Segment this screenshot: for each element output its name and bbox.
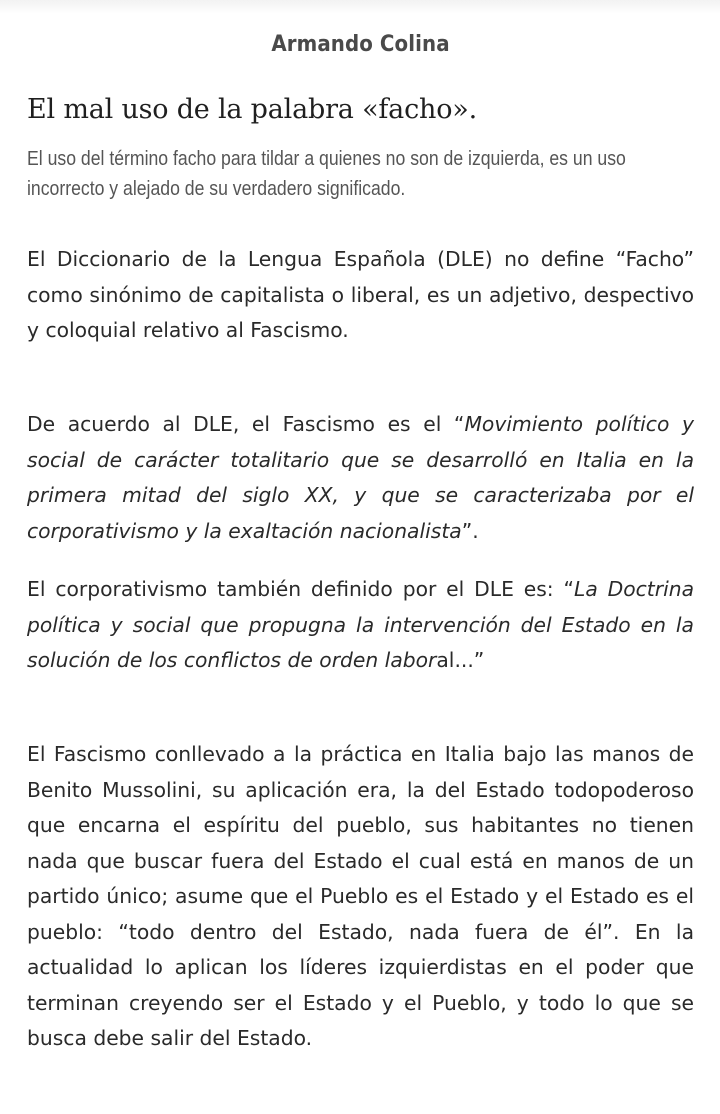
- paragraph-1: El Diccionario de la Lengua Española (DLE) no define “Facho” como sinónimo de capitalista o liberal, es un adjetivo, despectivo y coloquial relativo al Fascismo.: [27, 247, 694, 342]
- paragraph-3-quote: La Doctrina política y social que propugna la intervención del Estado en la solución de los conflictos de orden labor: [27, 577, 694, 672]
- article-subtitle: El uso del término facho para tildar a quienes no son de izquierda, es un uso incorrecto y alejado de su verdadero significado.: [27, 147, 626, 200]
- paragraph-2-lead: De acuerdo al DLE, el Fascismo es el “: [27, 412, 465, 436]
- paragraph-2-quote: Movimiento político y social de carácter totalitario que se desarrolló en Italia en la primera mitad del siglo XX, y que se caracterizaba por el corporativismo y la exaltación nacionalista: [27, 412, 694, 543]
- top-shadow-bar: [0, 0, 720, 14]
- paragraph-3-tail: al...”: [436, 648, 485, 672]
- paragraph-2-tail: ”.: [461, 518, 479, 543]
- article-title: El mal uso de la palabra «facho».: [27, 94, 477, 125]
- author-name[interactable]: Armando Colina: [271, 32, 450, 57]
- paragraph-3-lead: El corporativismo también definido por el DLE es: “: [27, 577, 575, 601]
- paragraph-4: El Fascismo conllevado a la práctica en Italia bajo las manos de Benito Mussolini, su aplicación era, la del Estado todopoderoso que encarna el espíritu del pueblo, sus habitantes no tienen nada que buscar fuera del Estado el cual está en manos de un partido único; asume que el Pueblo es el Estado y el Estado es el pueblo: “todo dentro del Estado, nada fuera de él”. En la actualidad lo aplican los líderes izquierdistas en el poder que terminan creyendo ser el Estado y el Pueblo, y todo lo que se busca debe salir del Estado.: [27, 742, 694, 1050]
- paragraph-2: [27, 407, 694, 549]
- paragraph-3: [27, 572, 694, 679]
